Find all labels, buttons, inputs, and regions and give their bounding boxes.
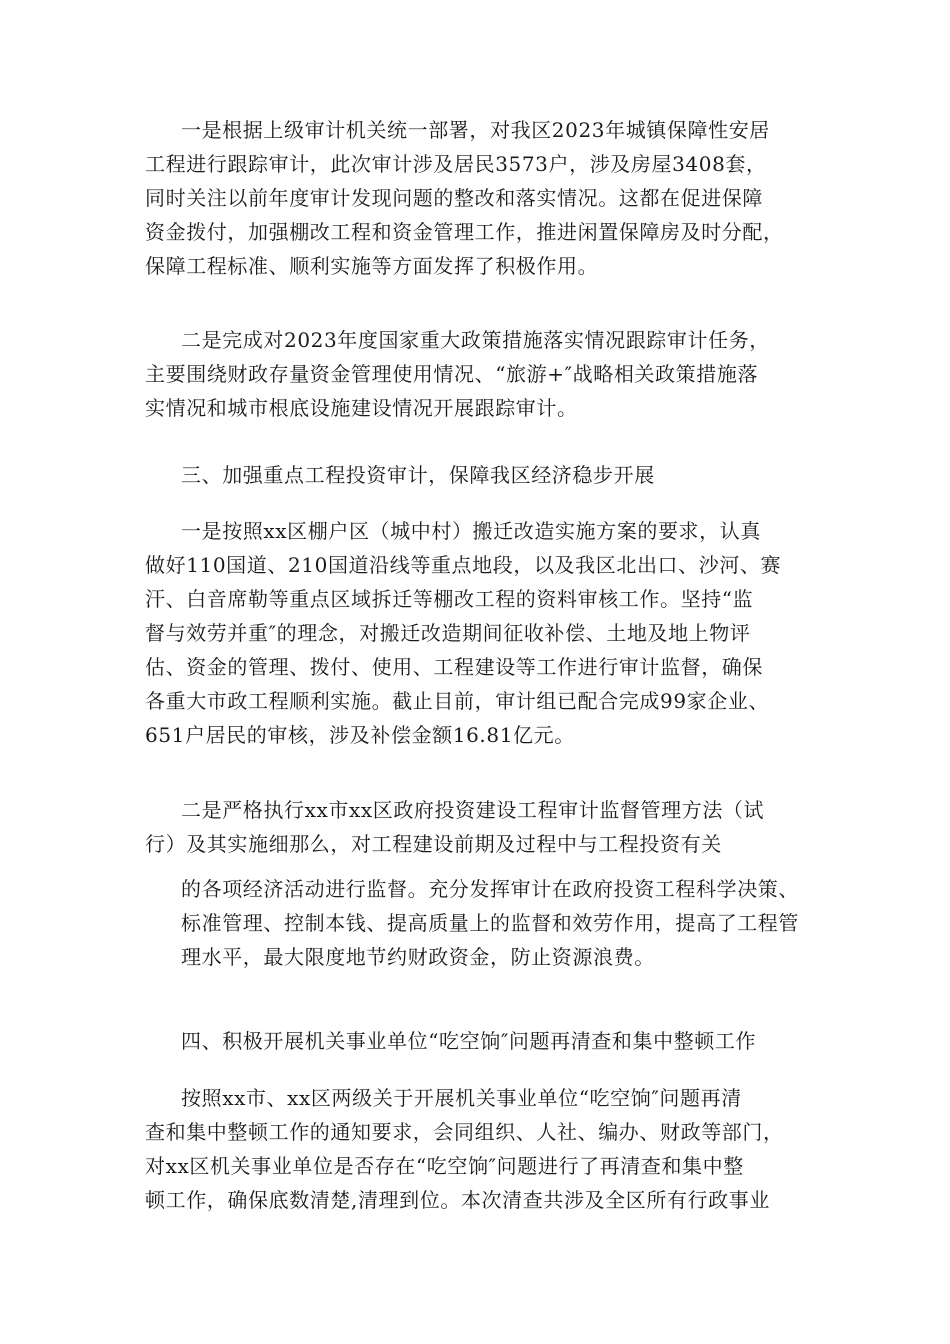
section-heading-3 xyxy=(145,458,815,492)
text-line: 一是根据上级审计机关统一部署，对我区2023年城镇保障性安居 xyxy=(181,118,770,142)
text-line: 行）及其实施细那么，对工程建设前期及过程中与工程投资有关 xyxy=(145,832,722,856)
text-line: 资金拨付，加强棚改工程和资金管理工作，推进闲置保障房及时分配， xyxy=(145,220,784,244)
paragraph-investment-supervision xyxy=(145,793,815,861)
text-line: 做好110国道、210国道沿线等重点地段，以及我区北出口、沙河、赛 xyxy=(145,553,782,577)
text-line: 估、资金的管理、拨付、使用、工程建设等工作进行审计监督，确保 xyxy=(145,655,763,679)
paragraph-policy-audit xyxy=(145,323,815,425)
text-line: 651户居民的审核，涉及补偿金额16.81亿元。 xyxy=(145,723,575,747)
text-line: 二是完成对2023年度国家重大政策措施落实情况跟踪审计任务， xyxy=(181,328,770,352)
text-line: 理水平，最大限度地节约财政资金，防止资源浪费。 xyxy=(181,945,655,969)
text-line: 主要围绕财政存量资金管理使用情况、“旅游+″战略相关政策措施落 xyxy=(145,362,759,386)
text-line: 工程进行跟踪审计，此次审计涉及居民3573户，涉及房屋3408套， xyxy=(145,152,767,176)
text-line: 按照xx市、xx区两级关于开展机关事业单位“吃空饷″问题再清 xyxy=(181,1086,742,1110)
section-heading-text: 三、加强重点工程投资审计，保障我区经济稳步开展 xyxy=(181,463,655,487)
paragraph-ghost-payroll-review xyxy=(145,1081,815,1217)
text-line: 二是严格执行xx市xx区政府投资建设工程审计监督管理方法（试 xyxy=(181,798,765,822)
text-line: 督与效劳并重″的理念，对搬迁改造期间征收补偿、土地及地上物评 xyxy=(145,621,751,645)
paragraph-demolition-audit xyxy=(145,514,815,752)
text-line: 顿工作，确保底数清楚,清理到位。本次清查共涉及全区所有行政事业 xyxy=(145,1188,770,1212)
paragraph-housing-audit xyxy=(145,113,815,283)
text-line: 对xx区机关事业单位是否存在“吃空饷″问题进行了再清查和集中整 xyxy=(145,1154,744,1178)
section-heading-4 xyxy=(145,1024,815,1058)
text-line: 同时关注以前年度审计发现问题的整改和落实情况。这都在促进保障 xyxy=(145,186,763,210)
paragraph-economic-activity xyxy=(145,872,815,974)
text-line: 保障工程标准、顺利实施等方面发挥了积极作用。 xyxy=(145,254,599,278)
text-line: 各重大市政工程顺利实施。截止目前，审计组已配合完成99家企业、 xyxy=(145,689,770,713)
text-line: 查和集中整顿工作的通知要求，会同组织、人社、编办、财政等部门， xyxy=(145,1120,784,1144)
text-line: 的各项经济活动进行监督。充分发挥审计在政府投资工程科学决策、 xyxy=(181,877,799,901)
text-line: 汗、白音席勒等重点区域拆迁等棚改工程的资料审核工作。坚持“监 xyxy=(145,587,754,611)
text-line: 标准管理、控制本钱、提高质量上的监督和效劳作用，提高了工程管 xyxy=(181,911,799,935)
text-line: 实情况和城市根底设施建设情况开展跟踪审计。 xyxy=(145,396,578,420)
text-line: 一是按照xx区棚户区（城中村）搬迁改造实施方案的要求，认真 xyxy=(181,519,761,543)
section-heading-text: 四、积极开展机关事业单位“吃空饷″问题再清查和集中整顿工作 xyxy=(181,1029,757,1053)
